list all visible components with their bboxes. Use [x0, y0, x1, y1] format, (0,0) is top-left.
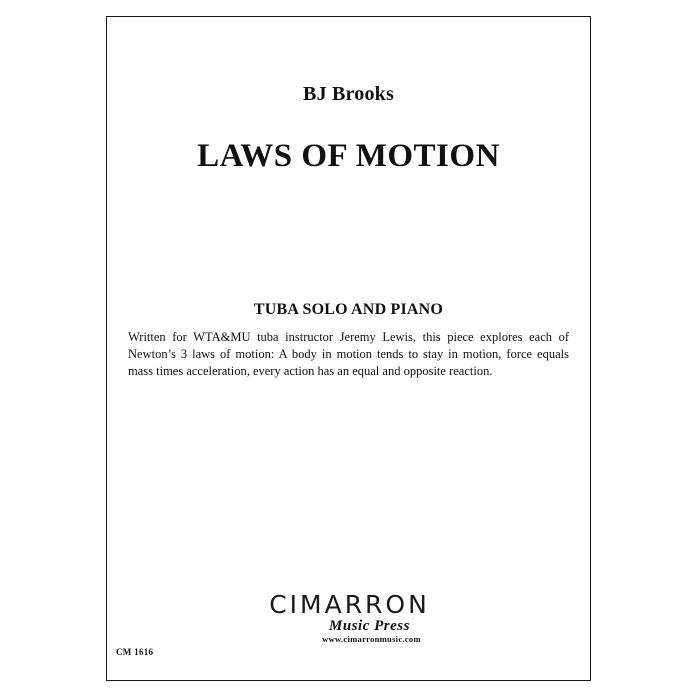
program-note: Written for WTA&MU tuba instructor Jeremy Lewis, this piece explores each of Newton’s 3 laws of motion: A body in motion tends to stay in motion, force equals mass times acceleration, every action has an equal and opposite reaction. [128, 330, 569, 378]
publisher-logo [267, 592, 432, 645]
publisher-subtitle: Music Press [329, 618, 410, 634]
catalog-number: CM 1616 [116, 647, 154, 657]
publisher-name [267, 592, 432, 618]
publisher-url: www.cimarronmusic.com [322, 634, 421, 644]
score-cover-page [106, 16, 591, 681]
instrumentation-label: TUBA SOLO AND PIANO [253, 301, 444, 318]
publisher-name-text: CIMARRON [269, 590, 430, 619]
piece-title: LAWS OF MOTION [197, 138, 500, 174]
composer-name: BJ Brooks [303, 83, 394, 105]
